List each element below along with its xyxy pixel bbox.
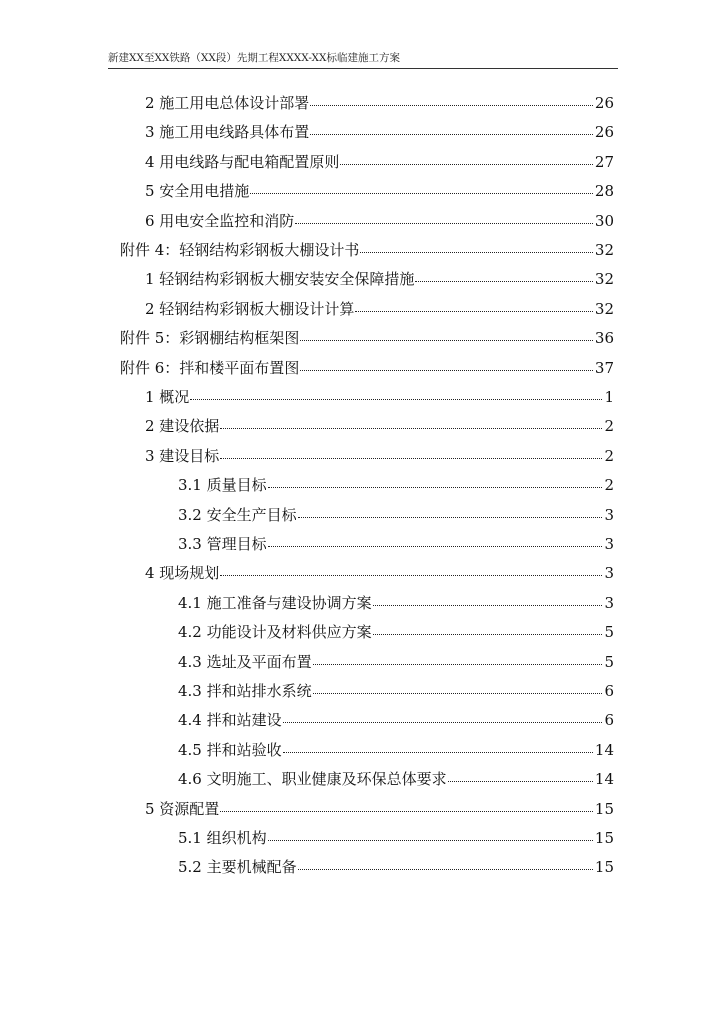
toc-entry[interactable] — [145, 178, 614, 204]
toc-leader-dots — [360, 252, 593, 253]
toc-leader-dots — [295, 223, 593, 224]
toc-entry-page: 1 — [604, 388, 614, 406]
toc-entry[interactable] — [145, 296, 614, 322]
toc-entry-title: 4.5 拌和站验收 — [178, 740, 282, 759]
toc-entry[interactable] — [178, 472, 614, 498]
toc-entry-page: 30 — [594, 211, 614, 230]
toc-entry[interactable] — [145, 208, 614, 234]
toc-entry-title: 1 概况 — [145, 388, 190, 406]
toc-entry[interactable] — [178, 649, 614, 675]
toc-leader-dots — [268, 840, 593, 841]
toc-entry-page: 5 — [604, 623, 614, 642]
toc-entry-page: 2 — [604, 446, 614, 465]
toc-entry-title: 4.6 文明施工、职业健康及环保总体要求 — [178, 770, 447, 789]
toc-leader-dots — [220, 428, 602, 429]
toc-entry[interactable] — [145, 560, 614, 586]
toc-entry[interactable] — [145, 413, 614, 439]
toc-leader-dots — [313, 664, 603, 665]
toc-entry[interactable] — [178, 502, 614, 528]
toc-entry-page: 3 — [604, 535, 614, 553]
toc-entry-title: 4.2 功能设计及材料供应方案 — [178, 623, 372, 642]
header-rule — [108, 68, 618, 69]
toc-entry[interactable] — [178, 854, 614, 880]
toc-leader-dots — [300, 340, 593, 341]
toc-leader-dots — [373, 634, 603, 635]
toc-leader-dots — [340, 164, 593, 165]
toc-entry-page: 15 — [594, 799, 614, 818]
toc-leader-dots — [220, 458, 602, 459]
toc-entry-title: 4.3 选址及平面布置 — [178, 652, 312, 671]
toc-entry[interactable] — [178, 531, 614, 557]
toc-entry-title: 5 安全用电措施 — [145, 182, 250, 201]
toc-entry-title: 5.2 主要机械配备 — [178, 858, 297, 877]
toc-entry-title: 3.3 管理目标 — [178, 535, 267, 553]
toc-entry[interactable] — [120, 355, 614, 381]
toc-leader-dots — [373, 605, 603, 606]
toc-entry[interactable] — [145, 119, 614, 145]
toc-entry-page: 2 — [604, 476, 614, 495]
toc-entry-page: 2 — [604, 417, 614, 436]
toc-leader-dots — [310, 105, 593, 106]
toc-entry-title: 5 资源配置 — [145, 799, 220, 818]
toc-entry[interactable] — [178, 619, 614, 645]
toc-entry[interactable] — [120, 237, 614, 263]
toc-leader-dots — [448, 781, 593, 782]
toc-entry[interactable] — [145, 90, 614, 116]
toc-entry-title: 2 建设依据 — [145, 417, 220, 436]
toc-entry-title: 5.1 组织机构 — [178, 829, 267, 847]
toc-entry-title: 3 建设目标 — [145, 446, 220, 465]
toc-entry-page: 28 — [594, 182, 614, 201]
toc-leader-dots — [415, 281, 593, 282]
toc-entry-page: 5 — [604, 652, 614, 671]
toc-entry-page: 3 — [604, 564, 614, 583]
toc-entry-page: 6 — [604, 711, 614, 730]
toc-leader-dots — [298, 869, 593, 870]
toc-entry[interactable] — [145, 266, 614, 292]
toc-entry[interactable] — [145, 149, 614, 175]
toc-leader-dots — [190, 399, 602, 400]
running-header: 新建XX至XX铁路（XX段）先期工程XXXX-XX标临建施工方案 — [108, 52, 400, 64]
toc-entry-page: 27 — [594, 152, 614, 171]
toc-entry-page: 32 — [594, 299, 614, 318]
toc-leader-dots — [220, 575, 602, 576]
toc-leader-dots — [283, 752, 593, 753]
toc-entry-title: 6 用电安全监控和消防 — [145, 211, 295, 230]
toc-entry-title: 4.3 拌和站排水系统 — [178, 682, 312, 700]
toc-entry[interactable] — [178, 825, 614, 851]
toc-leader-dots — [313, 693, 603, 694]
toc-entry-page: 26 — [594, 94, 614, 112]
toc-leader-dots — [283, 722, 603, 723]
toc-entry-page: 15 — [594, 829, 614, 847]
toc-entry-title: 附件 6：拌和楼平面布置图 — [120, 358, 300, 377]
toc-entry[interactable] — [178, 590, 614, 616]
toc-leader-dots — [268, 487, 603, 488]
toc-entry-page: 15 — [594, 858, 614, 877]
toc-entry-title: 3 施工用电线路具体布置 — [145, 123, 310, 142]
toc-entry-page: 37 — [594, 358, 614, 377]
toc-leader-dots — [268, 546, 603, 547]
toc-leader-dots — [355, 311, 593, 312]
toc-leader-dots — [310, 134, 593, 135]
toc-leader-dots — [298, 517, 603, 518]
toc-entry-page: 14 — [594, 770, 614, 789]
toc-entry-title: 3.1 质量目标 — [178, 476, 267, 495]
toc-entry-title: 3.2 安全生产目标 — [178, 505, 297, 524]
toc-entry-page: 3 — [604, 505, 614, 524]
toc-entry[interactable] — [178, 737, 614, 763]
toc-entry[interactable] — [120, 325, 614, 351]
toc-entry-page: 32 — [594, 270, 614, 289]
toc-entry-page: 6 — [604, 682, 614, 700]
toc-entry-title: 4.1 施工准备与建设协调方案 — [178, 593, 372, 612]
toc-entry-title: 1 轻钢结构彩钢板大棚安装安全保障措施 — [145, 270, 415, 289]
toc-entry-title: 4 现场规划 — [145, 564, 220, 583]
toc-entry-page: 36 — [594, 329, 614, 348]
toc-entry-page: 32 — [594, 241, 614, 259]
toc-entry-title: 4.4 拌和站建设 — [178, 711, 282, 730]
toc-entry[interactable] — [145, 796, 614, 822]
toc-entry-title: 2 轻钢结构彩钢板大棚设计计算 — [145, 299, 355, 318]
toc-entry-title: 附件 4：轻钢结构彩钢板大棚设计书 — [120, 241, 360, 259]
toc-entry[interactable] — [178, 766, 614, 792]
toc-entry-page: 3 — [604, 593, 614, 612]
toc-leader-dots — [300, 370, 593, 371]
toc-entry-title: 2 施工用电总体设计部署 — [145, 94, 310, 112]
toc-entry[interactable] — [145, 443, 614, 469]
toc-leader-dots — [250, 193, 593, 194]
toc-entry[interactable] — [145, 384, 614, 410]
toc-entry[interactable] — [178, 707, 614, 733]
toc-entry-title: 4 用电线路与配电箱配置原则 — [145, 152, 340, 171]
toc-entry-page: 14 — [594, 740, 614, 759]
toc-leader-dots — [220, 811, 593, 812]
toc-entry-page: 26 — [594, 123, 614, 142]
toc-entry-title: 附件 5：彩钢棚结构框架图 — [120, 329, 300, 348]
toc-entry[interactable] — [178, 678, 614, 704]
